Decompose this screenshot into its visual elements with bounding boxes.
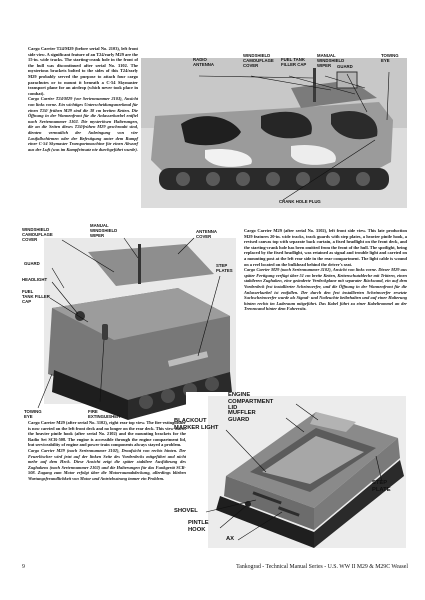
vehicle-illustration — [141, 58, 407, 208]
label-fire-extinguisher: FIRE EXTINGUISHER — [88, 409, 121, 419]
label-radio-antenna: RADIO ANTENNA — [193, 57, 215, 67]
caption-german: Cargo Carrier M29 (nach Seriennummer 3102), Draufsicht von rechts hinten. Der Feuerlöscher wird jetzt auf der linken Seite des Vorderdecks mitgeführt und nicht mehr auf dem Heck. Diese Ansicht zeigt die später stabilere Ausführung des Zughakens (nach Seriennummer 2102) und die Halterungen für das Funkgerät SCR-508. Zugang zum Motor erfolgt über die Motorraumabdeckung, allerdings blieben Wartungsfreundlichkeit von Motor und Antriebsstrang immer ein Problem. — [28, 447, 186, 481]
label-ax: AX — [226, 536, 235, 542]
label-headlight: HEADLIGHT — [22, 277, 48, 282]
caption-english: Cargo Carrier T24/M29 (before serial No. 2103), left front side view. A significant feature of an T24/early M29 are the 15-in. wide tracks. The starting-crank hole in the front of the hull was discontinued after serial No. 3102. The mysterious brackets bolted to the sides of this T24/early M29 probably served the purpose to attach four cargo parachutes or to mount it beneath a C-54 Skymaster transport plane for an airdrop (which never took place in combat). — [28, 46, 138, 96]
text-block-middle-right — [244, 228, 407, 312]
label-muffler-guard: MUFFLER GUARD — [228, 410, 256, 423]
caption-german: Cargo Carrier T24/M29 (vor Seriennummer 2103), Ansicht von links vorne. Ein wichtiges Unterscheidungsmerkmal für einen T24/ frühen M29 sind die 38 cm breiten Ketten. Die Öffnung in der Wannenfront für die Anlasserkurbel entfiel nach Seriennummer 3102. Die mysteriösen Halterungen, die an die Seiten dieses T24/frühen M29 geschraubt sind, dienten vermutlich der Anbringung von vier Lastfallschirmen oder der Befestigung unter dem Rumpf einer C-54 Skymaster Transportmaschine für einen Abwurf aus der Luft (was im Kampfeinsatz nie durchgeführt wurde). — [28, 96, 138, 152]
caption-english: Cargo Carrier M29 (after serial No. 3102), right rear top view. The fire-extinguisher is now carried on the left front deck and no longer on the rear deck. This view shows the heavier pintle hook (after serial No. 2102) and the mounting brackets for the Radio Set SCR-508. The engine is accessible through the engine compartment lid, but serviceability of engine and power train components always stayed a problem. — [28, 420, 186, 448]
label-step-plate: STEP PLATE — [372, 480, 391, 493]
label-crank-hole-plug: CRANK HOLE PLUG — [279, 199, 321, 204]
label-towing-eye: TOWING EYE — [381, 53, 399, 63]
label-shovel: SHOVEL — [174, 508, 198, 514]
photo-late-m29-right-rear — [174, 392, 410, 552]
photo-t24-early-m29 — [141, 53, 407, 208]
label-fuel-tank-filler-cap: FUEL TANK FILLER CAP — [281, 57, 307, 67]
text-block-bottom-left — [28, 420, 186, 482]
label-pintle-hook: PINTLE HOOK — [188, 520, 209, 533]
caption-english: Cargo Carrier M29 (after serial No. 3102), left front side view. This late production M29 features 20-in. wide tracks, track guards with step plates, a heavier pintle hook, a revised canvas top with separate back curtain, a fixed headlight on the front deck, and the starting-crank hole has been omitted from the front of the hull. The spotlight, being replaced by the fixed headlight, was retained as signal and trouble light and carried on a mounting post at the left rear side in the rear compartment. The light cable is wound on a reel located on the bulkhead behind the driver's seat. — [244, 228, 407, 267]
label-windshield-camouflage-cover: WINDSHIELD CAMOUFLAGE COVER — [243, 53, 274, 68]
label-manual-windshield-wiper: MANUAL WINDSHIELD WIPER — [317, 53, 345, 68]
label-antenna-cover: ANTENNA COVER — [196, 229, 218, 239]
label-towing-eye: TOWING EYE — [24, 409, 42, 419]
text-block-top-left — [28, 46, 138, 152]
page-number: 9 — [22, 564, 25, 570]
label-engine-compartment-lid: ENGINE COMPARTMENT LID — [228, 392, 274, 412]
label-blackout-marker-light: BLACKOUT MARKER LIGHT — [174, 418, 219, 431]
series-title: Tankograd - Technical Manual Series - U.S. WW II M29 & M29C Weasel — [236, 564, 408, 570]
label-guard: GUARD — [24, 261, 40, 266]
label-guard: GUARD — [337, 64, 353, 69]
label-fuel-tank-filler-cap: FUEL TANK FILLER CAP — [22, 289, 50, 304]
label-manual-windshield-wiper: MANUAL WINDSHIELD WIPER — [90, 223, 118, 238]
label-step-plates: STEP PLATES — [216, 263, 233, 273]
label-windshield-camouflage-cover: WINDSHIELD CAMOUFLAGE COVER — [22, 227, 53, 242]
vehicle-illustration-3 — [186, 392, 410, 552]
caption-german: Cargo Carrier M29 (nach Seriennummer 3102), Ansicht von links vorne. Dieser M29 aus später Fertigung verfügt über 51 cm breite Ketten, Kettenschutzbleche mit Trittern, einen stabileren Zughaken, eine geänderte Verdeckplane mit separater Rückwand, ein auf dem Vorderdeck fest installierter Scheinwerfer, und die Öffnung in der Wannenfront für die Anlasserkurbel ist entfallen. Der durch den fest installierten Scheinwerfer ersetzte Suchscheinwerfer wurde als Signal- und Notleuchte beibehalten und auf einer Halterung hinten rechts im Laderaum mitgeführt. Das Kabel führt zu einer Kabeltrommel an der Trennwand hinter dem Fahrersitz. — [244, 267, 407, 312]
